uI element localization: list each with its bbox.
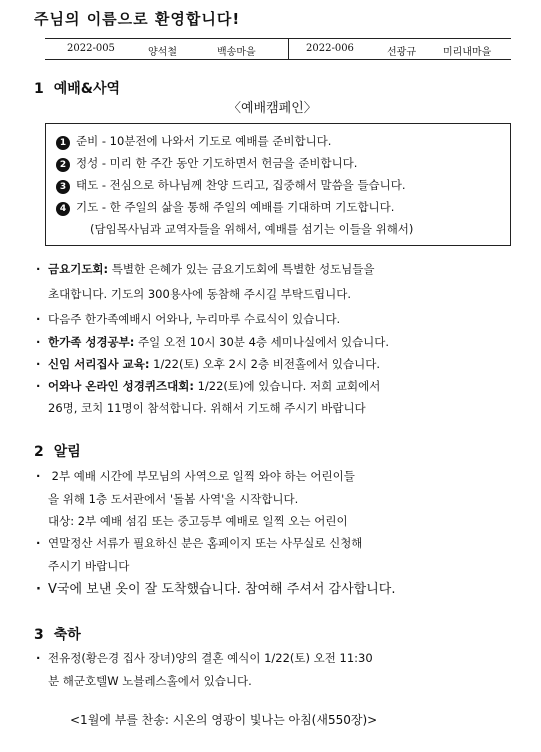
campaign-item bbox=[56, 155, 357, 172]
item-text: 1/22(토)에 있습니다. 저희 교회에서 bbox=[193, 379, 381, 393]
number-3-icon: 3 bbox=[56, 180, 70, 194]
greeter-name-2: 선광규 bbox=[387, 47, 416, 58]
greeter-name-1: 양석철 bbox=[148, 47, 177, 58]
list-item bbox=[36, 532, 362, 555]
campaign-item-text: 정성 - 미리 한 주간 동안 기도하면서 헌금을 준비합니다. bbox=[76, 156, 358, 170]
item-text: 연말정산 서류가 필요하신 분은 홈페이지 또는 사무실로 신청해 bbox=[48, 536, 363, 550]
page-title: 주님의 이름으로 환영합니다! bbox=[34, 10, 241, 28]
campaign-item-text: 태도 - 전심으로 하나님께 찬양 드리고, 집중해서 말씀을 들습니다. bbox=[76, 178, 406, 192]
number-2-icon: 2 bbox=[56, 158, 70, 172]
bullet-icon: · bbox=[36, 536, 41, 550]
item-text: 2부 예배 시간에 부모님의 사역으로 일찍 와야 하는 어린이들 bbox=[48, 469, 355, 483]
greeters-table bbox=[45, 38, 511, 60]
bullet-icon: · bbox=[36, 262, 41, 276]
greeter-date-1: 2022-005 bbox=[67, 43, 115, 54]
list-item-continued: 분 해군호텔W 노블레스홀에서 있습니다. bbox=[48, 674, 252, 688]
item-label: 금요기도회: bbox=[48, 262, 109, 276]
item-label: 한가족 성경공부: bbox=[48, 335, 135, 349]
bullet-icon: · bbox=[36, 357, 41, 371]
campaign-box bbox=[45, 123, 511, 246]
item-label: 어와나 온라인 성경퀴즈대회: bbox=[48, 379, 194, 393]
greeters-divider bbox=[288, 39, 289, 59]
bullet-icon: · bbox=[36, 469, 41, 483]
section-number: 2 bbox=[34, 444, 44, 460]
list-item bbox=[36, 258, 375, 281]
list-item-continued: 초대합니다. 기도의 300용사에 동참해 주시길 부탁드립니다. bbox=[48, 287, 352, 301]
greeter-date-2: 2022-006 bbox=[306, 43, 354, 54]
item-text: V국에 보낸 옷이 잘 도착했습니다. 참여해 주셔서 감사합니다. bbox=[48, 582, 396, 597]
section-number: 1 bbox=[34, 81, 44, 97]
list-item-continued: 26명, 코치 11명이 참석합니다. 위해서 기도해 주시기 바랍니다 bbox=[48, 401, 366, 415]
list-item bbox=[36, 375, 380, 398]
campaign-note: (담임목사님과 교역자들을 위해서, 예배를 섬기는 이들을 위해서) bbox=[90, 222, 414, 236]
list-item-continued: 주시기 바랍니다 bbox=[48, 559, 130, 573]
campaign-title: 〈예배캠페인〉 bbox=[228, 101, 317, 116]
greeter-village-1: 백송마을 bbox=[217, 47, 256, 58]
section-congrats-heading bbox=[34, 624, 81, 644]
greeter-village-2: 미리내마을 bbox=[443, 47, 492, 58]
hymn-footer: <1월에 부를 찬송: 시온의 영광이 빛나는 아침(새550장)> bbox=[70, 713, 378, 727]
bullet-icon: · bbox=[36, 651, 41, 665]
item-text: 전유정(황은경 집사 장녀)양의 결혼 예식이 1/22(토) 오전 11:30 bbox=[48, 651, 373, 665]
bullet-icon: · bbox=[36, 379, 41, 393]
bullet-icon: · bbox=[36, 312, 41, 326]
item-text: 주일 오전 10시 30분 4층 세미나실에서 있습니다. bbox=[134, 335, 390, 349]
item-text: 특별한 은혜가 있는 금요기도회에 특별한 성도님들을 bbox=[108, 262, 375, 276]
list-item bbox=[36, 353, 380, 376]
number-4-icon: 4 bbox=[56, 202, 70, 216]
item-label: 신임 서리집사 교육: bbox=[48, 357, 150, 371]
campaign-item-text: 준비 - 10분전에 나와서 기도로 예배를 준비합니다. bbox=[76, 134, 332, 148]
list-item bbox=[36, 308, 340, 331]
section-worship-heading bbox=[34, 78, 120, 98]
section-title: 예배&사역 bbox=[53, 81, 121, 97]
list-item-continued: 대상: 2부 예배 섬김 또는 중고등부 예배로 일찍 오는 어린이 bbox=[48, 514, 348, 528]
campaign-item-text: 기도 - 한 주일의 삶을 통해 주일의 예배를 기대하며 기도합니다. bbox=[76, 200, 395, 214]
list-item bbox=[36, 331, 389, 354]
campaign-item bbox=[56, 199, 394, 216]
section-title: 축하 bbox=[53, 627, 81, 643]
section-notice-heading bbox=[34, 441, 81, 461]
item-text: 1/22(토) 오후 2시 2층 비전홀에서 있습니다. bbox=[149, 357, 381, 371]
list-item-continued: 을 위해 1층 도서관에서 '돌봄 사역'을 시작합니다. bbox=[48, 492, 299, 506]
section-title: 알림 bbox=[53, 444, 81, 460]
section-number: 3 bbox=[34, 627, 44, 643]
list-item bbox=[36, 465, 355, 488]
list-item bbox=[36, 578, 395, 601]
campaign-item bbox=[56, 177, 406, 194]
number-1-icon: 1 bbox=[56, 136, 70, 150]
bullet-icon: · bbox=[36, 582, 41, 597]
item-text: 다음주 한가족예배시 어와나, 누리마루 수료식이 있습니다. bbox=[48, 312, 341, 326]
bullet-icon: · bbox=[36, 335, 41, 349]
campaign-item bbox=[56, 133, 331, 150]
list-item bbox=[36, 647, 373, 670]
